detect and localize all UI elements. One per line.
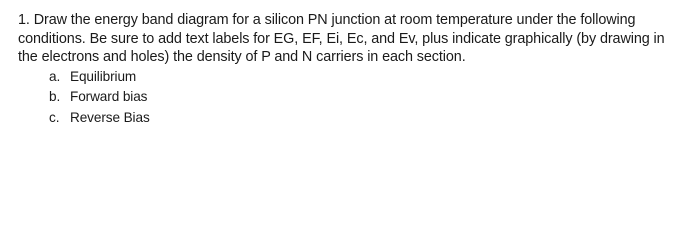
question-text: Draw the energy band diagram for a silicon PN junction at room temperature under the following conditions. Be sure to add text labels for EG, EF, Ei, Ec, and Ev, plus indicate graphically (by drawing in the electrons and holes) the density of P and N carriers in each section. — [18, 12, 665, 66]
subitem-label: Forward bias — [70, 89, 148, 105]
subitem-letter: a. — [49, 69, 61, 85]
subitem-reverse-bias — [49, 108, 682, 128]
question-number: 1. — [18, 12, 30, 28]
subitem-label: Equilibrium — [70, 69, 137, 85]
question-paragraph — [18, 11, 682, 67]
subitem-equilibrium — [49, 67, 682, 87]
subitem-label: Reverse Bias — [70, 109, 150, 125]
subitem-forward-bias — [49, 87, 682, 107]
subitem-letter: c. — [49, 109, 60, 125]
subitem-letter: b. — [49, 89, 61, 105]
question-1 — [18, 11, 682, 128]
subitem-list — [18, 67, 682, 128]
